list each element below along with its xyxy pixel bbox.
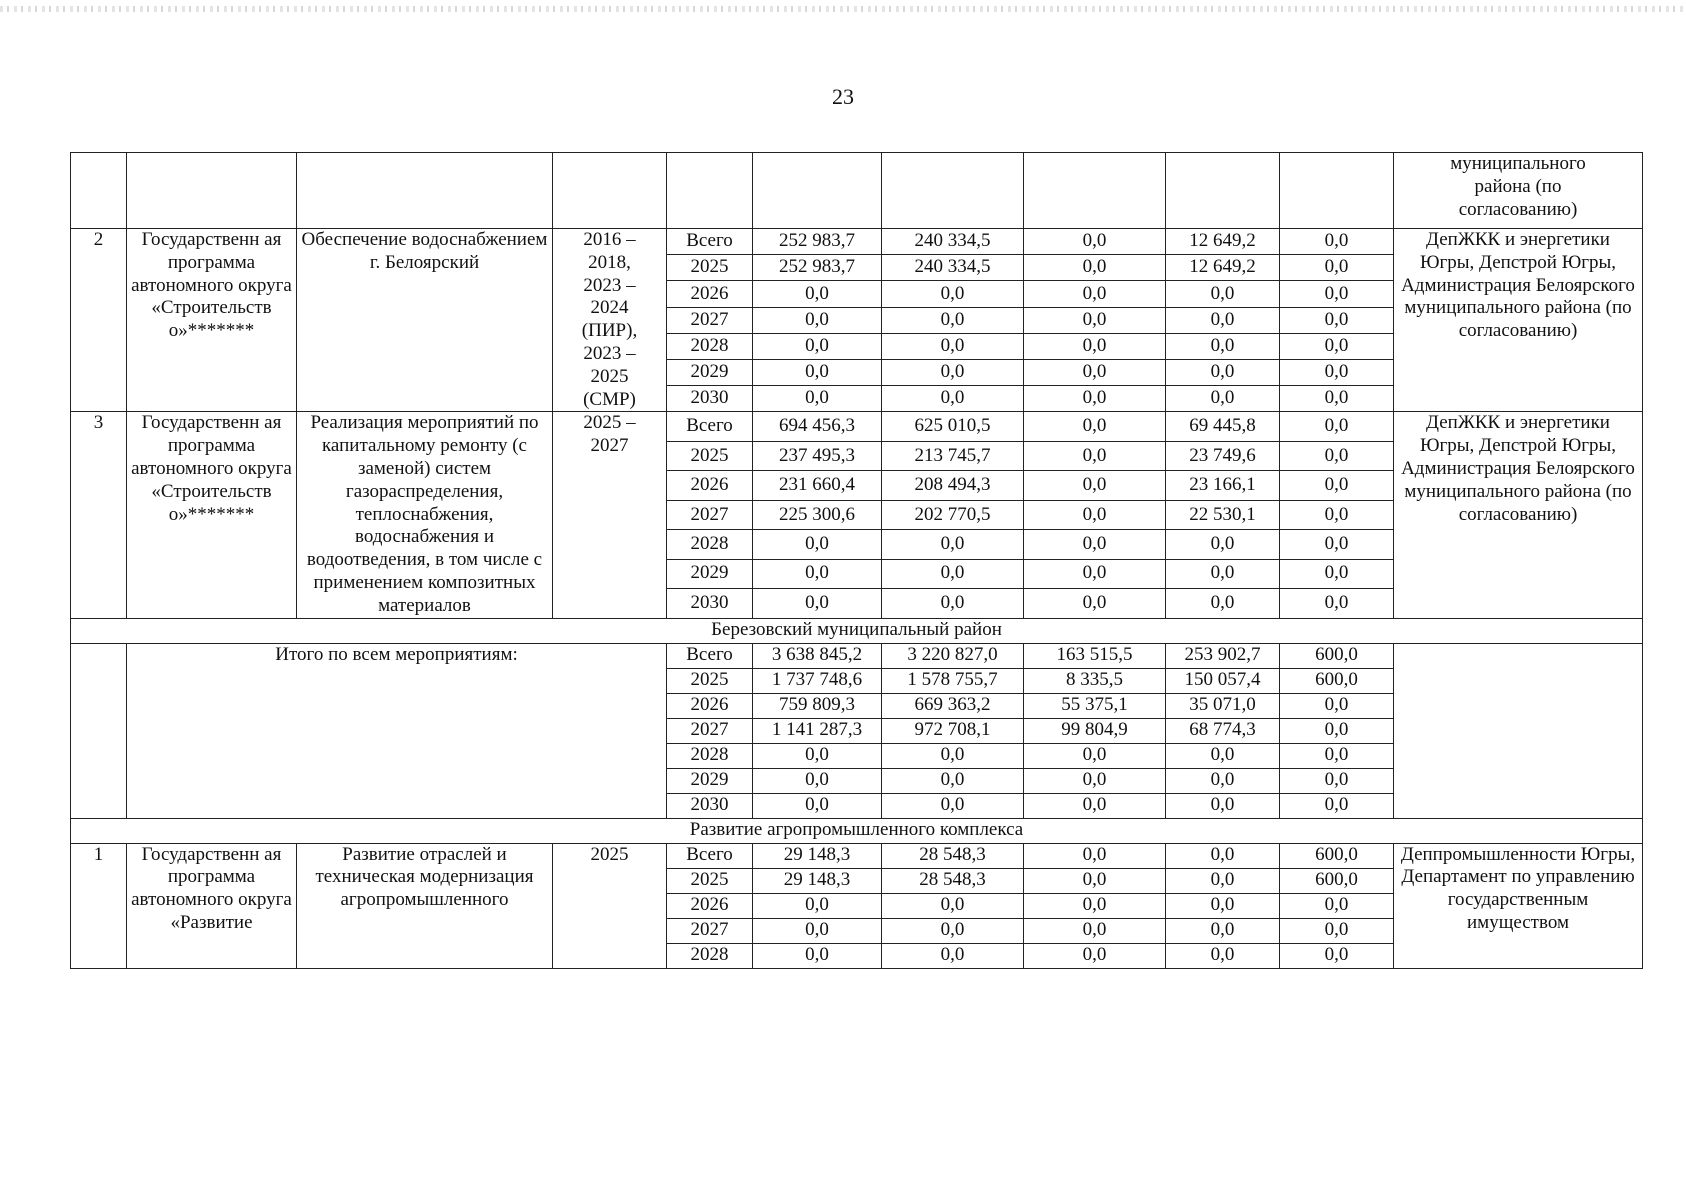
empty-cell (71, 153, 127, 229)
year-cell: 2030 (667, 589, 753, 618)
amount-cell: 0,0 (1166, 281, 1280, 307)
amount-cell: 68 774,3 (1166, 718, 1280, 743)
year-cell: Всего (667, 229, 753, 255)
amount-cell: 0,0 (1024, 471, 1166, 500)
amount-cell: 0,0 (882, 359, 1024, 385)
amount-cell: 0,0 (1024, 500, 1166, 529)
amount-cell: 0,0 (1280, 743, 1394, 768)
section-header-row (71, 818, 1643, 843)
year-cell: 2027 (667, 307, 753, 333)
amount-cell: 0,0 (1280, 718, 1394, 743)
year-cell: 2028 (667, 333, 753, 359)
table-row (71, 843, 1643, 868)
amount-cell: 0,0 (1166, 768, 1280, 793)
amount-cell: 0,0 (1280, 559, 1394, 588)
amount-cell: 0,0 (753, 559, 882, 588)
program-cell: Государственн ая программа автономного округа «Развитие (127, 843, 297, 968)
amount-cell: 0,0 (1280, 359, 1394, 385)
empty-cell (753, 153, 882, 229)
year-cell: Всего (667, 843, 753, 868)
amount-cell: 0,0 (753, 893, 882, 918)
amount-cell: 0,0 (1024, 441, 1166, 470)
empty-cell (667, 153, 753, 229)
amount-cell: 0,0 (1024, 386, 1166, 412)
amount-cell: 0,0 (1166, 793, 1280, 818)
amount-cell: 0,0 (1280, 893, 1394, 918)
amount-cell: 0,0 (1280, 307, 1394, 333)
amount-cell: 0,0 (753, 359, 882, 385)
program-cell: Государственн ая программа автономного округа «Строительств о»******* (127, 412, 297, 618)
amount-cell: 0,0 (1166, 386, 1280, 412)
total-label-cell: Итого по всем мероприятиям: (127, 643, 667, 818)
responsible-cell: ДепЖКК и энергетики Югры, Депстрой Югры, Администрация Белоярского муниципального района (по согласованию) (1394, 229, 1643, 412)
amount-cell: 600,0 (1280, 868, 1394, 893)
amount-cell: 0,0 (1280, 412, 1394, 441)
amount-cell: 0,0 (1024, 793, 1166, 818)
empty-cell (1394, 643, 1643, 818)
program-cell: Государственн ая программа автономного округа «Строительств о»******* (127, 229, 297, 412)
amount-cell: 252 983,7 (753, 229, 882, 255)
amount-cell: 0,0 (1024, 743, 1166, 768)
year-cell: 2026 (667, 471, 753, 500)
empty-cell (127, 153, 297, 229)
amount-cell: 0,0 (1024, 229, 1166, 255)
year-cell: 2025 (667, 441, 753, 470)
amount-cell: 240 334,5 (882, 255, 1024, 281)
amount-cell: 208 494,3 (882, 471, 1024, 500)
amount-cell: 0,0 (1280, 471, 1394, 500)
year-cell: Всего (667, 643, 753, 668)
amount-cell: 0,0 (753, 530, 882, 559)
amount-cell: 0,0 (1024, 589, 1166, 618)
responsible-cell: муниципального района (по согласованию) (1394, 153, 1643, 229)
amount-cell: 0,0 (753, 743, 882, 768)
amount-cell: 0,0 (882, 943, 1024, 968)
amount-cell: 0,0 (1024, 530, 1166, 559)
amount-cell: 0,0 (882, 768, 1024, 793)
amount-cell: 0,0 (1166, 307, 1280, 333)
amount-cell: 0,0 (753, 793, 882, 818)
section-title: Березовский муниципальный район (71, 618, 1643, 643)
amount-cell: 29 148,3 (753, 868, 882, 893)
section-header-row (71, 618, 1643, 643)
amount-cell: 0,0 (882, 281, 1024, 307)
amount-cell: 694 456,3 (753, 412, 882, 441)
amount-cell: 28 548,3 (882, 868, 1024, 893)
period-cell: 2025 – 2027 (553, 412, 667, 618)
amount-cell: 0,0 (1280, 281, 1394, 307)
amount-cell: 237 495,3 (753, 441, 882, 470)
year-cell: 2030 (667, 386, 753, 412)
amount-cell: 0,0 (1280, 589, 1394, 618)
row-number-cell: 1 (71, 843, 127, 968)
row-number-cell: 3 (71, 412, 127, 618)
program-table (70, 152, 1643, 969)
amount-cell: 0,0 (1024, 412, 1166, 441)
amount-cell: 0,0 (1024, 307, 1166, 333)
amount-cell: 0,0 (1024, 359, 1166, 385)
amount-cell: 0,0 (1166, 530, 1280, 559)
amount-cell: 600,0 (1280, 843, 1394, 868)
amount-cell: 23 749,6 (1166, 441, 1280, 470)
amount-cell: 12 649,2 (1166, 229, 1280, 255)
object-cell: Развитие отраслей и техническая модернизация агропромышленного (297, 843, 553, 968)
amount-cell: 55 375,1 (1024, 693, 1166, 718)
amount-cell: 12 649,2 (1166, 255, 1280, 281)
year-cell: 2027 (667, 718, 753, 743)
amount-cell: 213 745,7 (882, 441, 1024, 470)
amount-cell: 0,0 (753, 386, 882, 412)
amount-cell: 0,0 (1280, 943, 1394, 968)
empty-cell (1024, 153, 1166, 229)
amount-cell: 0,0 (753, 918, 882, 943)
amount-cell: 0,0 (1166, 918, 1280, 943)
object-cell: Реализация мероприятий по капитальному ремонту (с заменой) систем газораспределения, теплоснабжения, водоснабжения и водоотведения, в том числе с применением композитных материалов (297, 412, 553, 618)
amount-cell: 0,0 (1166, 843, 1280, 868)
page-number: 23 (832, 84, 854, 109)
amount-cell: 0,0 (1024, 893, 1166, 918)
amount-cell: 0,0 (882, 386, 1024, 412)
amount-cell: 231 660,4 (753, 471, 882, 500)
continuation-row (71, 153, 1643, 229)
row-number-cell: 2 (71, 229, 127, 412)
amount-cell: 0,0 (1280, 500, 1394, 529)
amount-cell: 0,0 (753, 943, 882, 968)
amount-cell: 163 515,5 (1024, 643, 1166, 668)
amount-cell: 0,0 (753, 589, 882, 618)
amount-cell: 0,0 (1024, 868, 1166, 893)
amount-cell: 0,0 (882, 893, 1024, 918)
table-row (71, 229, 1643, 255)
empty-cell (71, 643, 127, 818)
amount-cell: 150 057,4 (1166, 668, 1280, 693)
amount-cell: 759 809,3 (753, 693, 882, 718)
amount-cell: 0,0 (1280, 333, 1394, 359)
amount-cell: 99 804,9 (1024, 718, 1166, 743)
amount-cell: 0,0 (1166, 589, 1280, 618)
amount-cell: 0,0 (1166, 868, 1280, 893)
amount-cell: 3 220 827,0 (882, 643, 1024, 668)
year-cell: 2030 (667, 793, 753, 818)
amount-cell: 69 445,8 (1166, 412, 1280, 441)
amount-cell: 0,0 (753, 333, 882, 359)
year-cell: 2028 (667, 943, 753, 968)
amount-cell: 29 148,3 (753, 843, 882, 868)
amount-cell: 0,0 (882, 793, 1024, 818)
amount-cell: 23 166,1 (1166, 471, 1280, 500)
year-cell: 2027 (667, 500, 753, 529)
amount-cell: 0,0 (753, 281, 882, 307)
amount-cell: 202 770,5 (882, 500, 1024, 529)
year-cell: 2027 (667, 918, 753, 943)
amount-cell: 0,0 (882, 589, 1024, 618)
amount-cell: 0,0 (882, 333, 1024, 359)
amount-cell: 0,0 (1280, 386, 1394, 412)
year-cell: 2029 (667, 359, 753, 385)
amount-cell: 669 363,2 (882, 693, 1024, 718)
year-cell: Всего (667, 412, 753, 441)
year-cell: 2029 (667, 768, 753, 793)
year-cell: 2026 (667, 893, 753, 918)
amount-cell: 0,0 (1024, 333, 1166, 359)
amount-cell: 0,0 (1166, 559, 1280, 588)
amount-cell: 1 737 748,6 (753, 668, 882, 693)
amount-cell: 0,0 (1024, 943, 1166, 968)
amount-cell: 0,0 (1166, 893, 1280, 918)
year-cell: 2026 (667, 281, 753, 307)
amount-cell: 625 010,5 (882, 412, 1024, 441)
amount-cell: 600,0 (1280, 643, 1394, 668)
amount-cell: 0,0 (1280, 255, 1394, 281)
object-cell: Обеспечение водоснабжением г. Белоярский (297, 229, 553, 412)
amount-cell: 225 300,6 (753, 500, 882, 529)
amount-cell: 0,0 (1280, 229, 1394, 255)
empty-cell (1280, 153, 1394, 229)
year-cell: 2025 (667, 868, 753, 893)
amount-cell: 1 141 287,3 (753, 718, 882, 743)
section-title: Развитие агропромышленного комплекса (71, 818, 1643, 843)
amount-cell: 0,0 (1280, 793, 1394, 818)
amount-cell: 0,0 (1166, 333, 1280, 359)
amount-cell: 0,0 (1024, 768, 1166, 793)
empty-cell (1166, 153, 1280, 229)
amount-cell: 0,0 (1024, 281, 1166, 307)
amount-cell: 0,0 (1024, 559, 1166, 588)
amount-cell: 240 334,5 (882, 229, 1024, 255)
period-cell: 2025 (553, 843, 667, 968)
amount-cell: 0,0 (1280, 441, 1394, 470)
amount-cell: 0,0 (882, 743, 1024, 768)
amount-cell: 972 708,1 (882, 718, 1024, 743)
amount-cell: 0,0 (1024, 255, 1166, 281)
amount-cell: 0,0 (753, 768, 882, 793)
amount-cell: 0,0 (1166, 943, 1280, 968)
amount-cell: 0,0 (1280, 768, 1394, 793)
amount-cell: 0,0 (753, 307, 882, 333)
year-cell: 2025 (667, 255, 753, 281)
year-cell: 2029 (667, 559, 753, 588)
amount-cell: 0,0 (1280, 918, 1394, 943)
year-cell: 2026 (667, 693, 753, 718)
responsible-cell: Деппромышленности Югры, Департамент по управлению государственным имуществом (1394, 843, 1643, 968)
amount-cell: 8 335,5 (1024, 668, 1166, 693)
amount-cell: 22 530,1 (1166, 500, 1280, 529)
responsible-cell: ДепЖКК и энергетики Югры, Депстрой Югры, Администрация Белоярского муниципального района (по согласованию) (1394, 412, 1643, 618)
empty-cell (553, 153, 667, 229)
amount-cell: 600,0 (1280, 668, 1394, 693)
year-cell: 2025 (667, 668, 753, 693)
empty-cell (882, 153, 1024, 229)
amount-cell: 35 071,0 (1166, 693, 1280, 718)
amount-cell: 1 578 755,7 (882, 668, 1024, 693)
amount-cell: 0,0 (1024, 843, 1166, 868)
amount-cell: 0,0 (882, 530, 1024, 559)
year-cell: 2028 (667, 530, 753, 559)
amount-cell: 28 548,3 (882, 843, 1024, 868)
amount-cell: 0,0 (882, 918, 1024, 943)
amount-cell: 0,0 (1024, 918, 1166, 943)
amount-cell: 3 638 845,2 (753, 643, 882, 668)
amount-cell: 0,0 (882, 559, 1024, 588)
amount-cell: 252 983,7 (753, 255, 882, 281)
amount-cell: 0,0 (1280, 530, 1394, 559)
amount-cell: 0,0 (1166, 359, 1280, 385)
scan-edge-artifact (0, 6, 1686, 12)
period-cell: 2016 – 2018, 2023 – 2024 (ПИР), 2023 – 2025 (СМР) (553, 229, 667, 412)
amount-cell: 253 902,7 (1166, 643, 1280, 668)
amount-cell: 0,0 (1280, 693, 1394, 718)
amount-cell: 0,0 (882, 307, 1024, 333)
empty-cell (297, 153, 553, 229)
amount-cell: 0,0 (1166, 743, 1280, 768)
year-cell: 2028 (667, 743, 753, 768)
table-row (71, 412, 1643, 441)
total-row (71, 643, 1643, 668)
